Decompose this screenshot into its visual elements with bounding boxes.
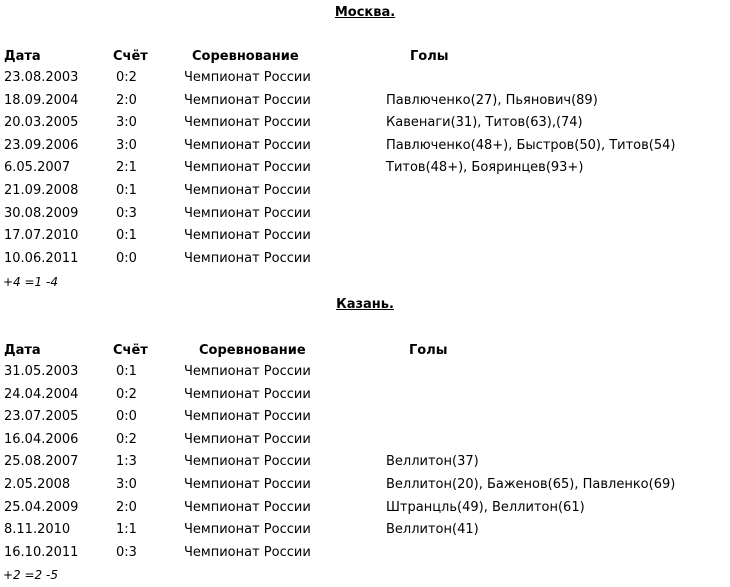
table-header-kazan <box>0 343 730 363</box>
match-date: 23.09.2006 <box>4 137 79 153</box>
match-date: 16.10.2011 <box>4 544 79 560</box>
match-score: 0:0 <box>116 250 137 266</box>
match-competition: Чемпионат России <box>184 160 311 176</box>
match-competition: Чемпионат России <box>184 544 311 560</box>
match-score: 3:0 <box>116 477 137 492</box>
match-goals: Штранцль(49), Веллитон(61) <box>386 499 585 515</box>
match-competition: Чемпионат России <box>184 205 311 221</box>
match-date: 31.05.2003 <box>4 364 79 379</box>
match-score: 0:1 <box>116 183 137 198</box>
match-date: 23.07.2005 <box>4 409 79 425</box>
match-competition: Чемпионат России <box>184 228 311 244</box>
match-competition: Чемпионат России <box>184 431 311 447</box>
match-score: 0:1 <box>116 228 137 244</box>
match-date: 30.08.2009 <box>4 205 79 221</box>
table-row <box>0 206 730 226</box>
match-competition: Чемпионат России <box>184 70 311 85</box>
match-score: 0:3 <box>116 205 137 221</box>
match-score: 0:1 <box>116 364 137 379</box>
table-row <box>0 387 730 407</box>
table-row <box>0 228 730 248</box>
match-score: 0:0 <box>116 409 137 425</box>
match-competition: Чемпионат России <box>184 477 311 492</box>
match-score: 0:2 <box>116 431 137 447</box>
table-row <box>0 115 730 135</box>
header-score: Счёт <box>113 343 148 358</box>
table-row <box>0 138 730 158</box>
match-score: 2:0 <box>116 499 137 515</box>
header-score: Счёт <box>113 49 148 64</box>
header-competition: Соревнование <box>192 49 299 64</box>
match-competition: Чемпионат России <box>184 454 311 470</box>
match-competition: Чемпионат России <box>184 137 311 153</box>
match-date: 18.09.2004 <box>4 92 79 108</box>
match-date: 23.08.2003 <box>4 70 79 85</box>
match-date: 25.08.2007 <box>4 454 79 470</box>
match-score: 0:3 <box>116 544 137 560</box>
header-date: Дата <box>4 343 41 358</box>
match-competition: Чемпионат России <box>184 499 311 515</box>
table-row <box>0 183 730 203</box>
header-date: Дата <box>4 49 41 64</box>
match-date: 20.03.2005 <box>4 115 79 131</box>
table-row <box>0 477 730 497</box>
section-title-moscow: Москва. <box>334 5 396 20</box>
match-goals: Павлюченко(27), Пьянович(89) <box>386 92 598 108</box>
match-date: 24.04.2004 <box>4 386 79 402</box>
section-title-kazan: Казань. <box>336 297 394 312</box>
match-score: 3:0 <box>116 137 137 153</box>
match-competition: Чемпионат России <box>184 183 311 198</box>
match-score: 0:2 <box>116 70 137 85</box>
match-date: 2.05.2008 <box>4 477 71 492</box>
match-competition: Чемпионат России <box>184 115 311 131</box>
match-date: 17.07.2010 <box>4 228 79 244</box>
match-score: 0:2 <box>116 386 137 402</box>
table-row <box>0 93 730 113</box>
match-goals: Кавенаги(31), Титов(63),(74) <box>386 115 583 131</box>
table-row <box>0 251 730 271</box>
match-date: 10.06.2011 <box>4 250 79 266</box>
table-row <box>0 432 730 452</box>
summary-kazan: +2 =2 -5 <box>3 568 58 582</box>
match-goals: Веллитон(37) <box>386 454 479 470</box>
summary-moscow: +4 =1 -4 <box>3 275 58 289</box>
match-score: 1:1 <box>116 522 137 538</box>
match-goals: Павлюченко(48+), Быстров(50), Титов(54) <box>386 137 676 153</box>
match-date: 6.05.2007 <box>4 160 71 176</box>
match-date: 25.04.2009 <box>4 499 79 515</box>
match-competition: Чемпионат России <box>184 386 311 402</box>
match-competition: Чемпионат России <box>184 522 311 538</box>
table-row <box>0 70 730 90</box>
table-row <box>0 454 730 474</box>
table-header-moscow <box>0 49 730 69</box>
match-goals: Веллитон(20), Баженов(65), Павленко(69) <box>386 477 676 492</box>
table-row <box>0 500 730 520</box>
header-goals: Голы <box>409 343 448 358</box>
match-competition: Чемпионат России <box>184 92 311 108</box>
match-competition: Чемпионат России <box>184 250 311 266</box>
match-score: 3:0 <box>116 115 137 131</box>
match-score: 2:0 <box>116 92 137 108</box>
match-date: 8.11.2010 <box>4 522 71 538</box>
table-row <box>0 409 730 429</box>
match-goals: Титов(48+), Бояринцев(93+) <box>386 160 584 176</box>
table-row <box>0 160 730 180</box>
header-competition: Соревнование <box>199 343 306 358</box>
match-score: 1:3 <box>116 454 137 470</box>
match-competition: Чемпионат России <box>184 364 311 379</box>
table-row <box>0 364 730 384</box>
table-row <box>0 522 730 542</box>
match-date: 21.09.2008 <box>4 183 79 198</box>
table-row <box>0 545 730 565</box>
match-date: 16.04.2006 <box>4 431 79 447</box>
match-competition: Чемпионат России <box>184 409 311 425</box>
match-goals: Веллитон(41) <box>386 522 479 538</box>
match-score: 2:1 <box>116 160 137 176</box>
header-goals: Голы <box>410 49 449 64</box>
